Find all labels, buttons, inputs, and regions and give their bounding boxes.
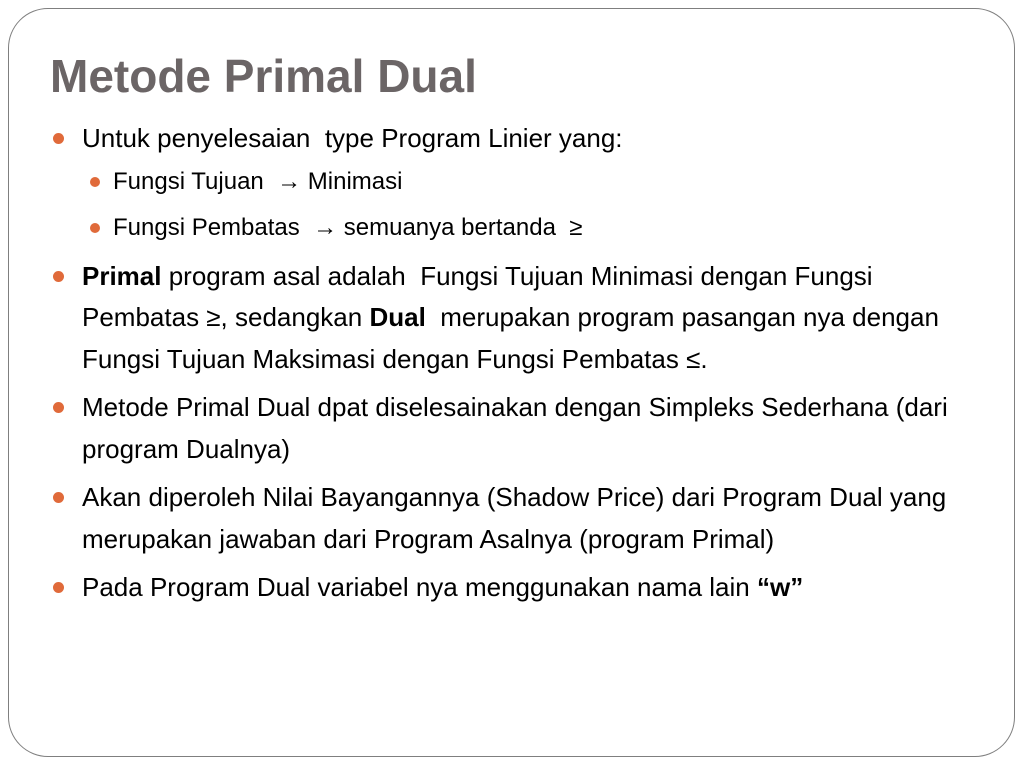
bullet-dot-icon <box>53 492 64 503</box>
bullet-text: merupakan program pasangan nya dengan Fungsi Tujuan Maksimasi dengan Fungsi Pembatas ≤. <box>82 302 947 374</box>
bullet-item <box>0 256 1024 381</box>
sub-bullet-item <box>0 210 1024 246</box>
bullet-item <box>0 477 1024 560</box>
bullet-dot-icon <box>53 133 64 144</box>
bullet-dot-icon <box>53 582 64 593</box>
bullet-text: program asal adalah Fungsi Tujuan Minimasi dengan Fungsi Pembatas ≥, sedangkan <box>82 260 880 332</box>
bullet-item <box>0 387 1024 470</box>
bullet-text: Untuk penyelesaian type Program Linier yang: <box>82 123 623 153</box>
bullet-item <box>0 118 1024 160</box>
bullet-text-bold: “w” <box>756 572 804 602</box>
bullet-dot-icon <box>53 402 64 413</box>
bullet-text-bold: Primal <box>82 260 162 291</box>
bullet-dot-icon <box>90 177 100 187</box>
bullet-list <box>0 118 1024 616</box>
bullet-item <box>0 567 1024 609</box>
bullet-text: Metode Primal Dual dpat diselesainakan dengan Simpleks Sederhana (dari program Dualnya) <box>82 392 955 464</box>
sub-bullet-item <box>0 164 1024 200</box>
bullet-dot-icon <box>90 223 100 233</box>
bullet-dot-icon <box>53 271 64 282</box>
bullet-text: Fungsi Tujuan → Minimasi <box>113 167 403 195</box>
slide-title: Metode Primal Dual <box>50 50 477 102</box>
bullet-text-bold: Dual <box>369 302 426 332</box>
bullet-text: Fungsi Pembatas → semuanya bertanda ≥ <box>113 213 583 241</box>
bullet-text: Pada Program Dual variabel nya menggunakan nama lain <box>82 572 757 602</box>
bullet-text: Akan diperoleh Nilai Bayangannya (Shadow Price) dari Program Dual yang merupakan jawaban dari Program Asalnya (program Primal) <box>82 482 954 554</box>
